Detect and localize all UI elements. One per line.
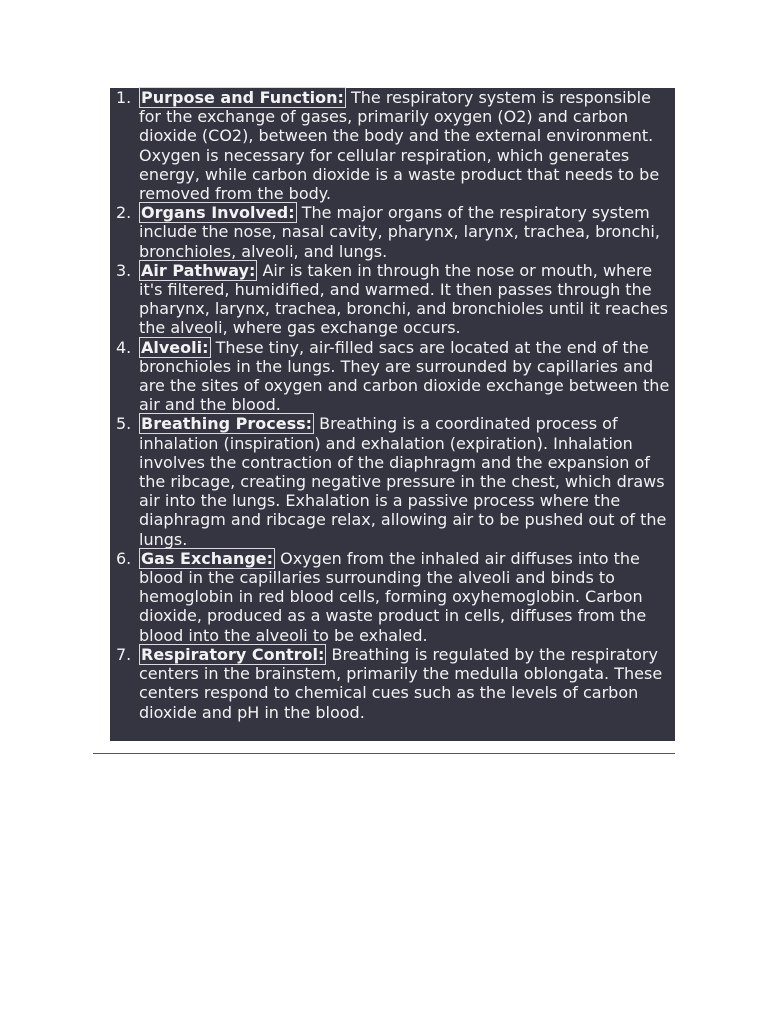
item-description: These tiny, air-filled sacs are located at the end of the bronchioles in the lungs. They are surrounded by capillaries and are the sites of oxygen and carbon dioxide exchange between the air and the blood. (139, 337, 670, 415)
item-number: 1. (116, 88, 132, 107)
list-item (110, 414, 675, 548)
item-term: Purpose and Function: (141, 88, 344, 107)
item-number: 5. (116, 414, 132, 434)
item-number: 3. (116, 260, 132, 280)
item-number: 4. (116, 337, 132, 357)
item-term: Organs Involved: (141, 203, 295, 223)
numbered-list (110, 88, 675, 722)
item-number: 6. (116, 548, 132, 568)
list-item (110, 549, 675, 645)
content-panel (110, 88, 675, 741)
item-term: Air Pathway: (141, 260, 256, 280)
item-description: The respiratory system is responsible for the exchange of gases, primarily oxygen (O2) and carbon dioxide (CO2), between the body and the external environment. Oxygen is necessary for cellular respiration, which generates energy, while carbon dioxide is a waste product that needs to be removed from the body. (139, 88, 660, 204)
list-item (110, 338, 675, 415)
item-term: Alveoli: (141, 337, 209, 357)
list-item (110, 645, 675, 722)
horizontal-divider (93, 753, 675, 754)
item-description: Air is taken in through the nose or mouth, where it's filtered, humidified, and warmed. It then passes through the pharynx, larynx, trachea, bronchi, and bronchioles until it reaches the alveoli, where gas exchange occurs. (139, 260, 668, 338)
item-description: The major organs of the respiratory system include the nose, nasal cavity, pharynx, larynx, trachea, bronchi, bronchioles, alveoli, and lungs. (139, 203, 660, 261)
item-number: 2. (116, 203, 132, 223)
item-description: Breathing is a coordinated process of inhalation (inspiration) and exhalation (expiration). Inhalation involves the contraction of the diaphragm and the expansion of the ribcage, creating negative pressure in the chest, which draws air into the lungs. Exhalation is a passive process where the diaphragm and ribcage relax, allowing air to be pushed out of the lungs. (139, 414, 667, 549)
item-term: Breathing Process: (141, 414, 313, 434)
item-term: Respiratory Control: (141, 644, 325, 664)
item-number: 7. (116, 644, 132, 664)
item-term: Gas Exchange: (141, 548, 274, 568)
item-description: Oxygen from the inhaled air diffuses into the blood in the capillaries surrounding the alveoli and binds to hemoglobin in red blood cells, forming oxyhemoglobin. Carbon dioxide, produced as a waste product in cells, diffuses from the blood into the alveoli to be exhaled. (139, 548, 647, 645)
list-item (110, 88, 675, 203)
list-item (110, 203, 675, 261)
list-item (110, 261, 675, 338)
item-description: Breathing is regulated by the respiratory centers in the brainstem, primarily the medulla oblongata. These centers respond to chemical cues such as the levels of carbon dioxide and pH in the blood. (139, 644, 663, 722)
